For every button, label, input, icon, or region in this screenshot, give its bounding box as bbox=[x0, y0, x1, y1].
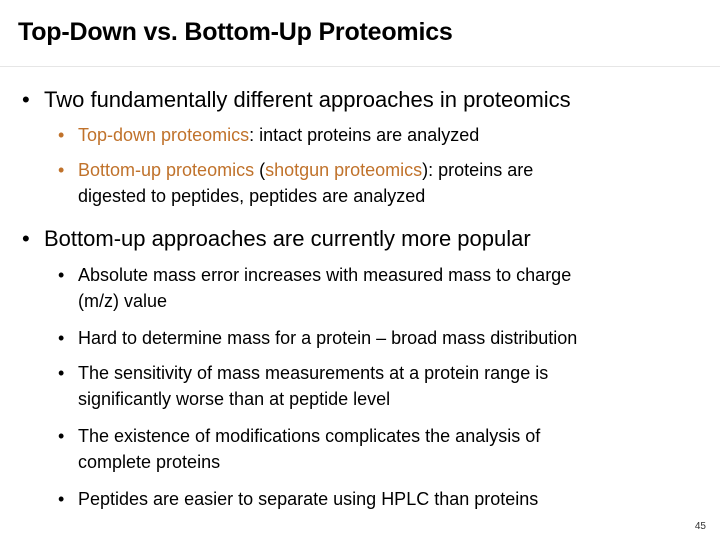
bullet-glyph: • bbox=[58, 426, 65, 446]
main-bullet-text: Two fundamentally different approaches in proteomics bbox=[44, 87, 571, 112]
slide-title: Top-Down vs. Bottom-Up Proteomics bbox=[18, 18, 453, 46]
page-number: 45 bbox=[694, 521, 706, 532]
sub-bullet-text: Absolute mass error increases with measured mass to charge bbox=[78, 265, 572, 285]
term-top-down: Top-down proteomics bbox=[78, 125, 250, 145]
sub-bullet-text-line2: (m/z) value bbox=[78, 291, 168, 311]
sub-bullet-text: ( bbox=[254, 160, 266, 180]
sub-bullet-text-line2: digested to peptides, peptides are analyzed bbox=[78, 186, 426, 206]
sub-bullet-text: : intact proteins are analyzed bbox=[249, 125, 480, 145]
bullet-glyph: • bbox=[58, 328, 65, 348]
bullet-glyph: • bbox=[58, 265, 65, 285]
term-bottom-up: Bottom-up proteomics bbox=[78, 160, 255, 180]
sub-bullet-text: Hard to determine mass for a protein – broad mass distribution bbox=[78, 328, 578, 348]
sub-bullet-text-line2: complete proteins bbox=[78, 452, 221, 472]
term-shotgun: shotgun proteomics bbox=[265, 160, 423, 180]
bullet-glyph: • bbox=[58, 125, 65, 145]
bullet-glyph: • bbox=[58, 160, 65, 180]
sub-bullet-text: The existence of modifications complicates the analysis of bbox=[78, 426, 541, 446]
bullet-glyph: • bbox=[22, 87, 30, 112]
sub-bullet-text: Peptides are easier to separate using HPLC than proteins bbox=[78, 489, 539, 509]
bullet-glyph: • bbox=[58, 489, 65, 509]
sub-bullet-text: ): proteins are bbox=[422, 160, 534, 180]
bullet-glyph: • bbox=[22, 226, 30, 251]
sub-bullet-text: The sensitivity of mass measurements at a protein range is bbox=[78, 363, 549, 383]
main-bullet-text: Bottom-up approaches are currently more popular bbox=[44, 226, 531, 251]
sub-bullet-text-line2: significantly worse than at peptide level bbox=[78, 389, 391, 409]
bullet-glyph: • bbox=[58, 363, 65, 383]
